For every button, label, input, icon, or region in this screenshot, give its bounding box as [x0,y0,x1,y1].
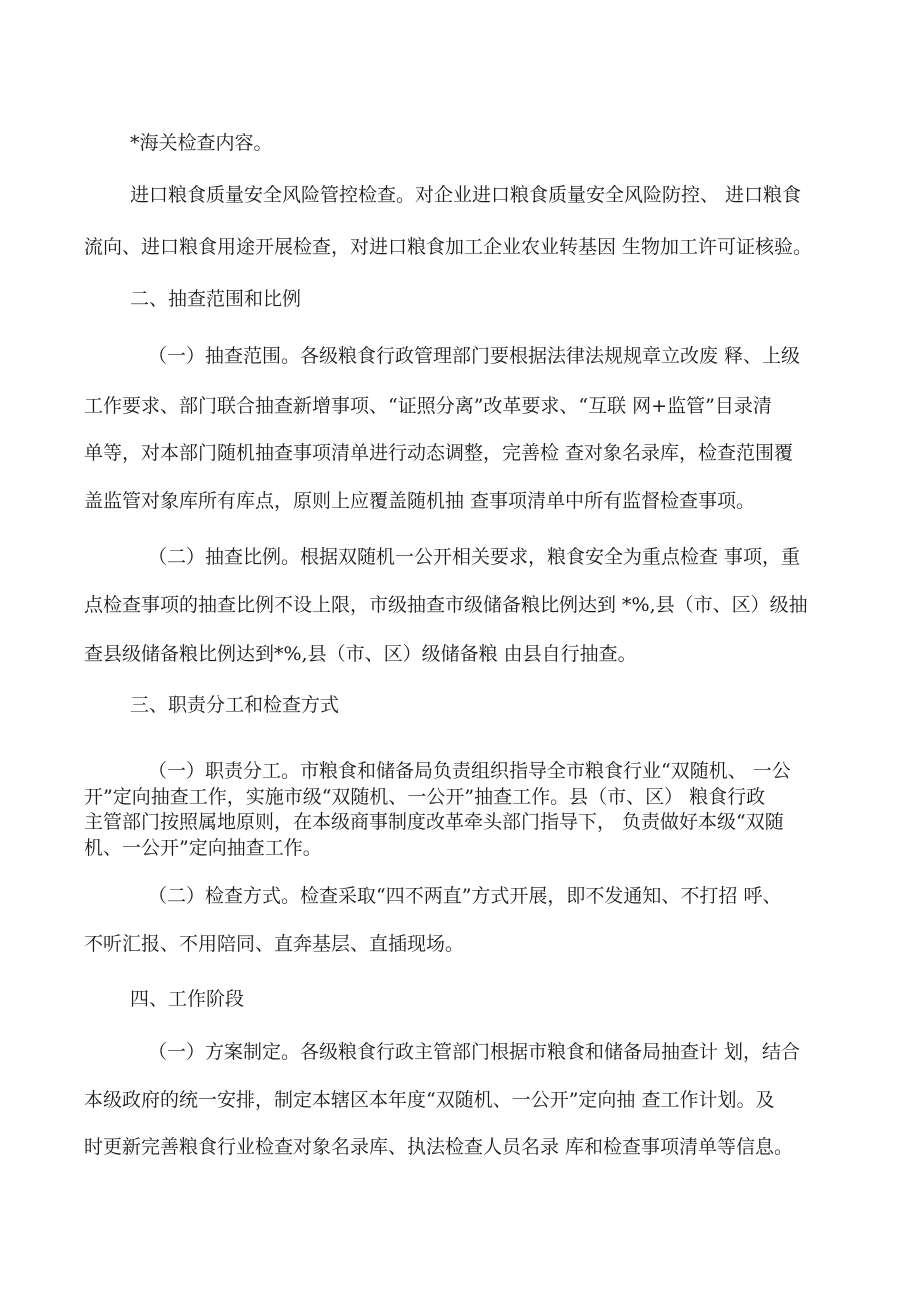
paragraph-line: 主管部门按照属地原则，在本级商事制度改革牵头部门指导下， 负责做好本级“双随 [84,811,784,833]
paragraph-line: 盖监管对象库所有库点，原则上应覆盖随机抽 查事项清单中所有监督检查事项。 [84,490,756,512]
section-heading: 二、抽查范围和比例 [130,288,302,310]
paragraph-line: （二）检查方式。检查采取“四不两直”方式开展，即不发通知、不打招 呼、 [148,885,782,907]
paragraph-line: *海关检查内容。 [130,132,273,154]
paragraph-line: 点检查事项的抽查比例不设上限，市级抽查市级储备粮比例达到 *%,县（市、区）级抽 [84,594,808,616]
section-heading: 三、职责分工和检查方式 [130,694,340,716]
paragraph-line: 查县级储备粮比例达到*%,县（市、区）级储备粮 由县自行抽查。 [84,643,637,665]
paragraph-line: 机、一公开”定向抽查工作。 [84,837,322,859]
paragraph-line: （一）抽查范围。各级粮食行政管理部门要根据法律法规规章立改废 释、上级 [148,345,801,367]
paragraph-line: （二）抽查比例。根据双随机一公开相关要求，粮食安全为重点检查 事项，重 [148,546,801,568]
paragraph-line: 时更新完善粮食行业检查对象名录库、执法检查人员名录 库和检查事项清单等信息。 [84,1136,794,1158]
paragraph-line: 不听汇报、不用陪同、直奔基层、直插现场。 [84,933,465,955]
paragraph-line: 本级政府的统一安排，制定本辖区本年度“双随机、一公开”定向抽 查工作计划。及 [84,1089,775,1111]
paragraph-line: 单等，对本部门随机抽查事项清单进行动态调整，完善检 查对象名录库，检查范围覆 [84,442,794,464]
paragraph-line: 进口粮食质量安全风险管控检查。对企业进口粮食质量安全风险防控、 进口粮食 [130,184,802,206]
paragraph-line: 工作要求、部门联合抽查新增事项、“证照分离”改革要求、“互联 网+监管”目录清 [84,395,772,417]
paragraph-line: （一）职责分工。市粮食和储备局负责组织指导全市粮食行业“双随机、 一公 [148,760,791,782]
paragraph-line: 流向、进口粮食用途开展检查，对进口粮食加工企业农业转基因 生物加工许可证核验。 [84,236,813,258]
paragraph-line: （一）方案制定。各级粮食行政主管部门根据市粮食和储备局抽查计 划，结合 [148,1041,801,1063]
section-heading: 四、工作阶段 [130,988,245,1010]
paragraph-line: 开”定向抽查工作，实施市级“双随机、一公开”抽查工作。县（市、区） 粮食行政 [84,786,766,808]
